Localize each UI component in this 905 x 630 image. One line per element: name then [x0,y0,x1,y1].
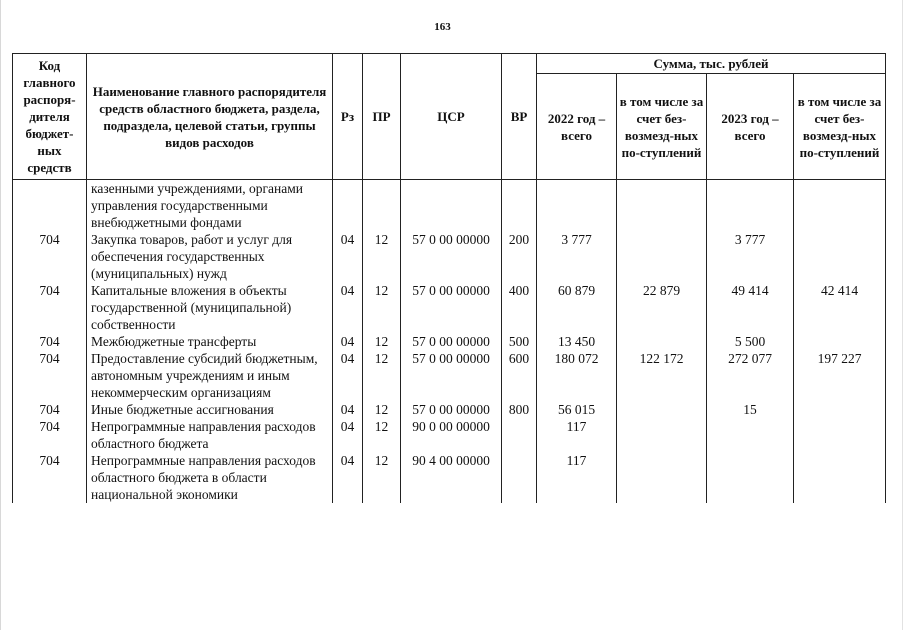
cell-vr [502,452,537,503]
header-pr: ПР [363,54,401,180]
cell-rz: 04 [333,231,363,282]
cell-rz: 04 [333,333,363,350]
table-row [13,401,886,418]
cell-code: 704 [13,401,87,418]
cell-2023-free: 42 414 [794,282,886,333]
cell-csr: 57 0 00 00000 [401,401,502,418]
cell-rz: 04 [333,452,363,503]
cell-2022-free [617,452,707,503]
cell-2022-total: 180 072 [537,350,617,401]
table-row [13,333,886,350]
scan-edge-right [902,0,903,630]
cell-pr: 12 [363,401,401,418]
cell-2023-total: 15 [707,401,794,418]
cell-name: Закупка товаров, работ и услуг для обеспечения государственных (муниципальных) нужд [87,231,333,282]
cell-code: 704 [13,333,87,350]
cell-vr: 400 [502,282,537,333]
cell-2023-total [707,418,794,452]
table-row [13,282,886,333]
cell-2023-total [707,452,794,503]
header-2023-total: 2023 год – всего [707,74,794,180]
cell-2022-free [617,333,707,350]
cell-name: Межбюджетные трансферты [87,333,333,350]
cell-pr: 12 [363,418,401,452]
cell-2022-free: 122 172 [617,350,707,401]
cell-code: 704 [13,350,87,401]
cell-vr: 600 [502,350,537,401]
cell-code [13,180,87,232]
cell-2023-free [794,452,886,503]
cell-code: 704 [13,452,87,503]
cell-csr: 90 4 00 00000 [401,452,502,503]
budget-table [12,53,886,503]
cell-name: Непрограммные направления расходов областного бюджета [87,418,333,452]
cell-2022-free [617,401,707,418]
cell-2023-free [794,180,886,232]
cell-code: 704 [13,282,87,333]
header-name: Наименование главного распорядителя средств областного бюджета, раздела, подраздела, целевой статьи, группы видов расходов [87,54,333,180]
header-rz: Рз [333,54,363,180]
cell-vr [502,180,537,232]
cell-2022-total: 3 777 [537,231,617,282]
cell-2023-total [707,180,794,232]
cell-csr: 57 0 00 00000 [401,231,502,282]
header-2022-total: 2022 год – всего [537,74,617,180]
table-header [13,54,886,180]
cell-csr: 57 0 00 00000 [401,350,502,401]
cell-2022-total [537,180,617,232]
cell-csr: 90 0 00 00000 [401,418,502,452]
cell-2022-free [617,180,707,232]
cell-rz: 04 [333,401,363,418]
cell-rz: 04 [333,350,363,401]
cell-2022-total: 56 015 [537,401,617,418]
cell-name: Предоставление субсидий бюджетным, автономным учреждениям и иным некоммерческим организациям [87,350,333,401]
cell-2023-free: 197 227 [794,350,886,401]
cell-2023-total: 3 777 [707,231,794,282]
table-row [13,418,886,452]
cell-vr [502,418,537,452]
cell-pr [363,180,401,232]
cell-name: Иные бюджетные ассигнования [87,401,333,418]
cell-pr: 12 [363,282,401,333]
header-2022-free: в том числе за счет без-возмезд-ных по-ступлений [617,74,707,180]
cell-code: 704 [13,418,87,452]
cell-pr: 12 [363,333,401,350]
cell-2022-free: 22 879 [617,282,707,333]
cell-csr: 57 0 00 00000 [401,282,502,333]
table-row [13,452,886,503]
cell-name: Капитальные вложения в объекты государственной (муниципальной) собственности [87,282,333,333]
cell-2023-total: 272 077 [707,350,794,401]
cell-rz: 04 [333,282,363,333]
cell-pr: 12 [363,452,401,503]
cell-csr: 57 0 00 00000 [401,333,502,350]
cell-2023-free [794,418,886,452]
header-csr: ЦСР [401,54,502,180]
cell-vr: 500 [502,333,537,350]
cell-code: 704 [13,231,87,282]
cell-rz: 04 [333,418,363,452]
cell-2023-total: 49 414 [707,282,794,333]
page-number: 163 [434,21,451,33]
cell-vr: 800 [502,401,537,418]
table-row [13,180,886,232]
cell-2023-free [794,231,886,282]
cell-csr [401,180,502,232]
cell-2022-total: 13 450 [537,333,617,350]
cell-2023-total: 5 500 [707,333,794,350]
scan-edge-left [0,0,1,630]
cell-2022-total: 117 [537,418,617,452]
cell-pr: 12 [363,231,401,282]
cell-2022-free [617,418,707,452]
header-vr: ВР [502,54,537,180]
cell-vr: 200 [502,231,537,282]
cell-2023-free [794,333,886,350]
cell-name: казенными учреждениями, органами управления государственными внебюджетными фондами [87,180,333,232]
cell-name: Непрограммные направления расходов областного бюджета в области национальной экономики [87,452,333,503]
table-body [13,180,886,504]
header-code: Код главного распоря-дителя бюджет-ных средств [13,54,87,180]
cell-pr: 12 [363,350,401,401]
header-sum: Сумма, тыс. рублей [537,54,886,74]
table-row [13,231,886,282]
cell-2023-free [794,401,886,418]
cell-2022-total: 60 879 [537,282,617,333]
table-row [13,350,886,401]
header-2023-free: в том числе за счет без-возмезд-ных по-ступлений [794,74,886,180]
cell-rz [333,180,363,232]
cell-2022-total: 117 [537,452,617,503]
cell-2022-free [617,231,707,282]
